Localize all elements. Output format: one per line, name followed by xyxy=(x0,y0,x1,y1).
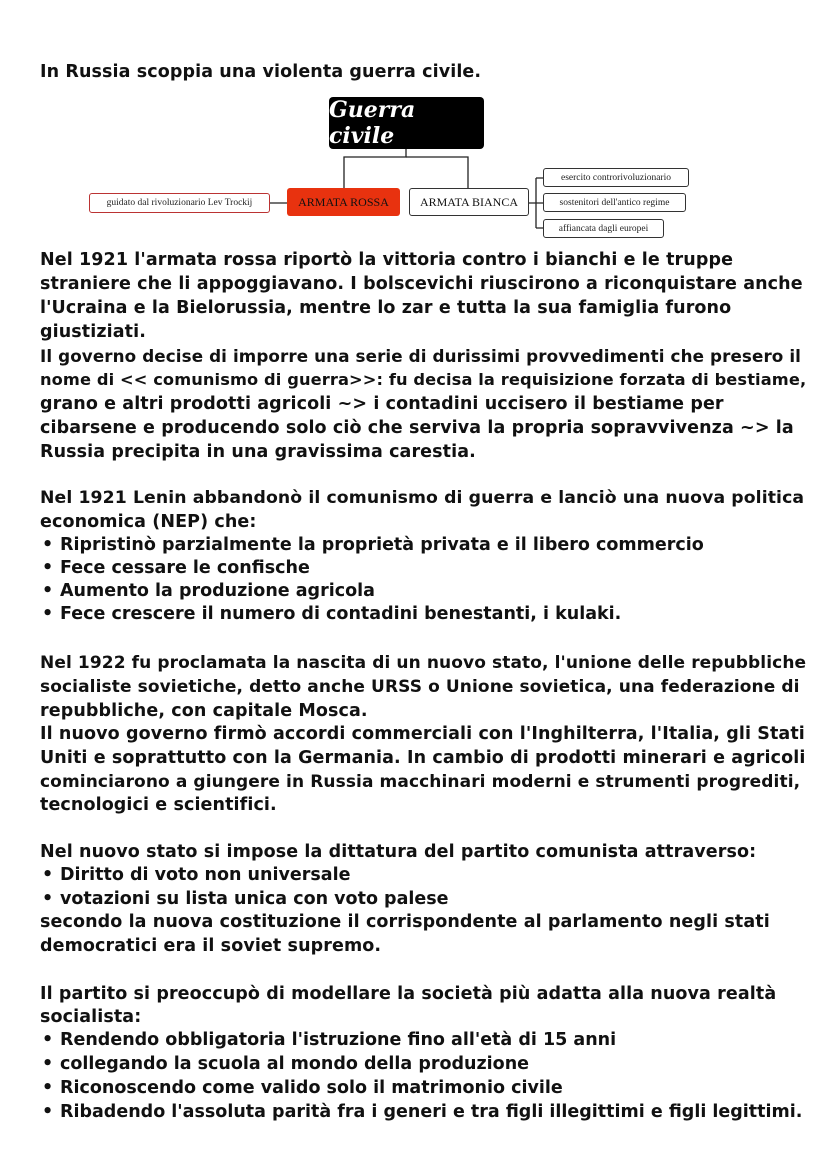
text-line: Nel 1921 Lenin abbandonò il comunismo di guerra e lanciò una nuova politica xyxy=(40,488,805,508)
text-line: democratici era il soviet supremo. xyxy=(40,936,382,956)
white-army-node: ARMATA BIANCA xyxy=(409,188,529,216)
text-line: l'Ucraina e la Bielorussia, mentre lo zar e tutta la sua famiglia furono xyxy=(40,298,732,318)
red-army-leader-node: guidato dal rivoluzionario Lev Trockij xyxy=(89,193,270,213)
list-item: • votazioni su lista unica con voto palese xyxy=(42,889,449,909)
red-army-node: ARMATA ROSSA xyxy=(287,188,400,216)
text-line: Nel 1921 l'armata rossa riportò la vittoria contro i bianchi e le truppe xyxy=(40,250,734,270)
text-line: Nel 1922 fu proclamata la nascita di un nuovo stato, l'unione delle repubbliche xyxy=(40,653,807,673)
white-army-note: sostenitori dell'antico regime xyxy=(543,193,686,212)
text-line: straniere che li appoggiavano. I bolscevichi riuscirono a riconquistare anche xyxy=(40,274,803,294)
text-line: economica (NEP) che: xyxy=(40,512,257,532)
text-line: secondo la nuova costituzione il corrispondente al parlamento negli stati xyxy=(40,912,770,932)
text-line: repubbliche, con capitale Mosca. xyxy=(40,701,368,721)
text-line: giustiziati. xyxy=(40,322,146,342)
text-line: socialiste sovietiche, detto anche URSS o Unione sovietica, una federazione di xyxy=(40,677,800,697)
text-line: Nel nuovo stato si impose la dittatura del partito comunista attraverso: xyxy=(40,842,757,862)
text-line: socialista: xyxy=(40,1007,142,1027)
text-line: grano e altri prodotti agricoli ~> i contadini uccisero il bestiame per xyxy=(40,394,724,414)
list-item: • Rendendo obbligatoria l'istruzione fino all'età di 15 anni xyxy=(42,1030,617,1050)
text-line: Il partito si preoccupò di modellare la società più adatta alla nuova realtà xyxy=(40,984,777,1004)
list-item: • Ribadendo l'assoluta parità fra i generi e tra figli illegittimi e figli legittimi. xyxy=(42,1102,803,1122)
text-line: nome di << comunismo di guerra>>: fu decisa la requisizione forzata di bestiame, xyxy=(40,370,807,389)
text-line: cominciarono a giungere in Russia macchinari moderni e strumenti progrediti, xyxy=(40,772,801,792)
list-item: • Fece cessare le confische xyxy=(42,558,310,578)
list-item: • Ripristinò parzialmente la proprietà privata e il libero commercio xyxy=(42,535,704,555)
text-line: Il governo decise di imporre una serie di durissimi provvedimenti che presero il xyxy=(40,346,802,366)
list-item: • Diritto di voto non universale xyxy=(42,865,351,885)
text-line: tecnologici e scientifici. xyxy=(40,795,277,815)
list-item: • Fece crescere il numero di contadini benestanti, i kulaki. xyxy=(42,604,622,624)
text-line: Uniti e soprattutto con la Germania. In cambio di prodotti minerari e agricoli xyxy=(40,748,806,768)
text-line: Il nuovo governo firmò accordi commerciali con l'Inghilterra, l'Italia, gli Stati xyxy=(40,724,805,744)
list-item: • collegando la scuola al mondo della produzione xyxy=(42,1054,530,1074)
intro-text: In Russia scoppia una violenta guerra civile. xyxy=(40,62,482,82)
white-army-note: affiancata dagli europei xyxy=(543,219,664,238)
list-item: • Riconoscendo come valido solo il matrimonio civile xyxy=(42,1078,563,1098)
mindmap-title: Guerra civile xyxy=(329,97,484,149)
text-line: Russia precipita in una gravissima carestia. xyxy=(40,442,476,462)
white-army-note: esercito controrivoluzionario xyxy=(543,168,689,187)
text-line: cibarsene e producendo solo ciò che serviva la propria sopravvivenza ~> la xyxy=(40,418,794,438)
list-item: • Aumento la produzione agricola xyxy=(42,581,375,601)
